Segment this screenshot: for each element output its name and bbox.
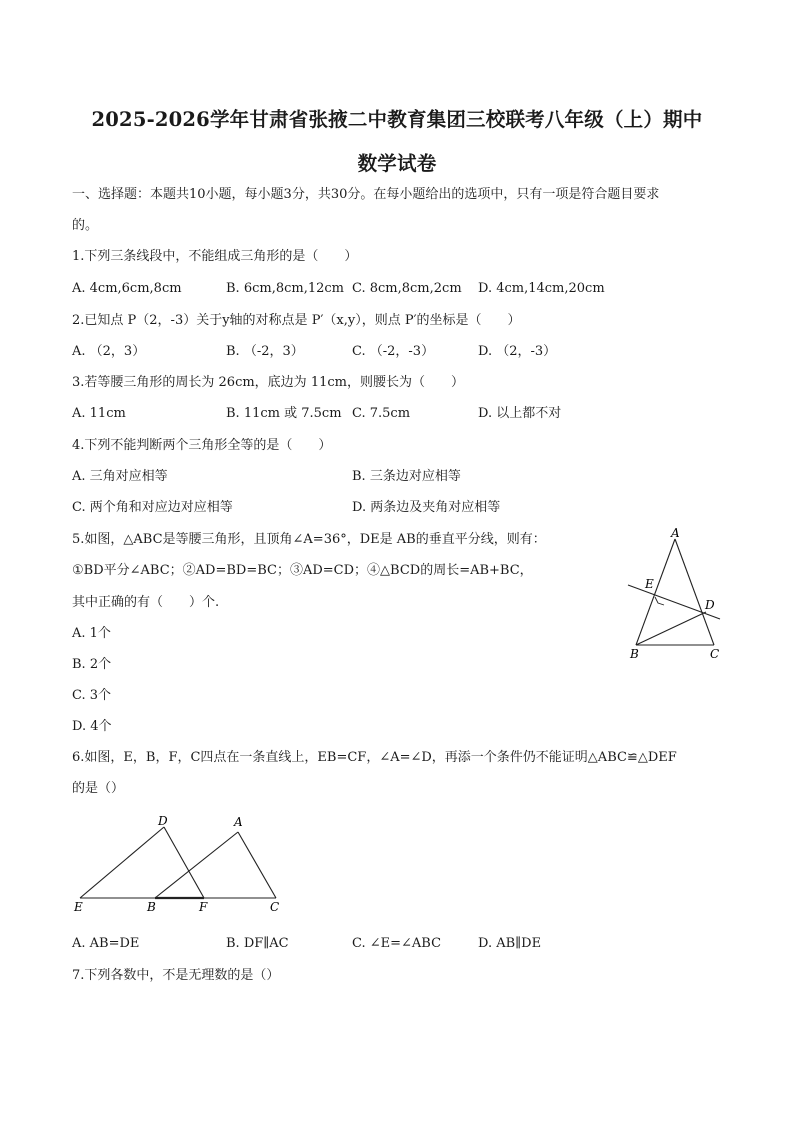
q3-option-b: B. 11cm 或 7.5cm xyxy=(226,406,342,421)
q6-option-a: A. AB=DE xyxy=(72,936,140,951)
question-1-stem: 1.下列三条线段中，不能组成三角形的是（ ） xyxy=(72,249,358,264)
q5-option-c: C. 3个 xyxy=(72,688,112,703)
label-e: E xyxy=(74,900,83,914)
q2-option-d: D. （2，-3） xyxy=(478,344,557,359)
label-c: C xyxy=(270,900,280,914)
label-d: D xyxy=(705,598,715,612)
q6-option-d: D. AB∥DE xyxy=(478,936,542,951)
segment-ac xyxy=(675,539,714,645)
exam-title: 2025-2026学年甘肃省张掖二中教育集团三校联考八年级（上）期中 xyxy=(91,108,703,131)
q3-option-c: C. 7.5cm xyxy=(352,406,411,421)
q4-option-d: D. 两条边及夹角对应相等 xyxy=(352,500,501,515)
label-d: D xyxy=(158,814,168,828)
q4-option-b: B. 三条边对应相等 xyxy=(352,469,461,484)
q6-option-b: B. DF∥AC xyxy=(226,936,289,951)
q1-option-d: D. 4cm,14cm,20cm xyxy=(478,281,605,296)
segment-ac xyxy=(238,832,276,898)
label-c: C xyxy=(710,647,720,661)
q4-option-c: C. 两个角和对应边对应相等 xyxy=(72,500,233,515)
section-instructions-cont: 的。 xyxy=(72,218,99,233)
label-e: E xyxy=(645,577,654,591)
q6-option-c: C. ∠E=∠ABC xyxy=(352,936,442,951)
label-b: B xyxy=(630,647,639,661)
q3-option-d: D. 以上都不对 xyxy=(478,406,562,421)
q5-option-b: B. 2个 xyxy=(72,657,112,672)
label-a: A xyxy=(671,526,680,540)
q1-option-a: A. 4cm,6cm,8cm xyxy=(72,281,182,296)
q6-triangles-figure xyxy=(66,812,296,918)
segment-ba xyxy=(155,832,238,898)
q3-option-a: A. 11cm xyxy=(72,406,126,421)
q2-option-c: C. （-2，-3） xyxy=(352,344,435,359)
q1-option-c: C. 8cm,8cm,2cm xyxy=(352,281,462,296)
exam-subtitle: 数学试卷 xyxy=(357,152,437,175)
q4-option-a: A. 三角对应相等 xyxy=(72,469,168,484)
question-5-prompt: 其中正确的有（ ）个. xyxy=(72,595,220,610)
question-6-stem-cont: 的是（） xyxy=(72,781,125,796)
question-4-stem: 4.下列不能判断两个三角形全等的是（ ） xyxy=(72,438,332,453)
label-f: F xyxy=(199,900,208,914)
label-a: A xyxy=(234,815,243,829)
question-5-statements: ①BD平分∠ABC；②AD=BD=BC；③AD=CD；④△BCD的周长=AB+BC， xyxy=(72,563,533,578)
q1-option-b: B. 6cm,8cm,12cm xyxy=(226,281,344,296)
section-instructions: 一、选择题：本题共10小题，每小题3分，共30分。在每小题给出的选项中，只有一项是符合题目要求 xyxy=(72,187,660,202)
question-3-stem: 3.若等腰三角形的周长为 26cm，底边为 11cm，则腰长为（ ） xyxy=(72,375,464,390)
q5-triangle-figure xyxy=(610,525,730,665)
q5-option-d: D. 4个 xyxy=(72,719,112,734)
q2-option-a: A. （2，3） xyxy=(72,344,146,359)
segment-ed xyxy=(80,827,164,898)
question-7-stem: 7.下列各数中，不是无理数的是（） xyxy=(72,968,280,983)
question-5-stem: 5.如图，△ABC是等腰三角形，且顶角∠A=36°，DE是 AB的垂直平分线，则有： xyxy=(72,532,546,547)
question-2-stem: 2.已知点 P（2，-3）关于y轴的对称点是 P′（x,y），则点 P′的坐标是（ ） xyxy=(72,313,521,328)
question-6-stem: 6.如图，E，B，F，C四点在一条直线上，EB=CF，∠A=∠D，再添一个条件仍不能证明△ABC≌△DEF xyxy=(72,750,677,765)
q2-option-b: B. （-2，3） xyxy=(226,344,304,359)
label-b: B xyxy=(147,900,156,914)
segment-df xyxy=(164,827,204,898)
q5-option-a: A. 1个 xyxy=(72,626,111,641)
